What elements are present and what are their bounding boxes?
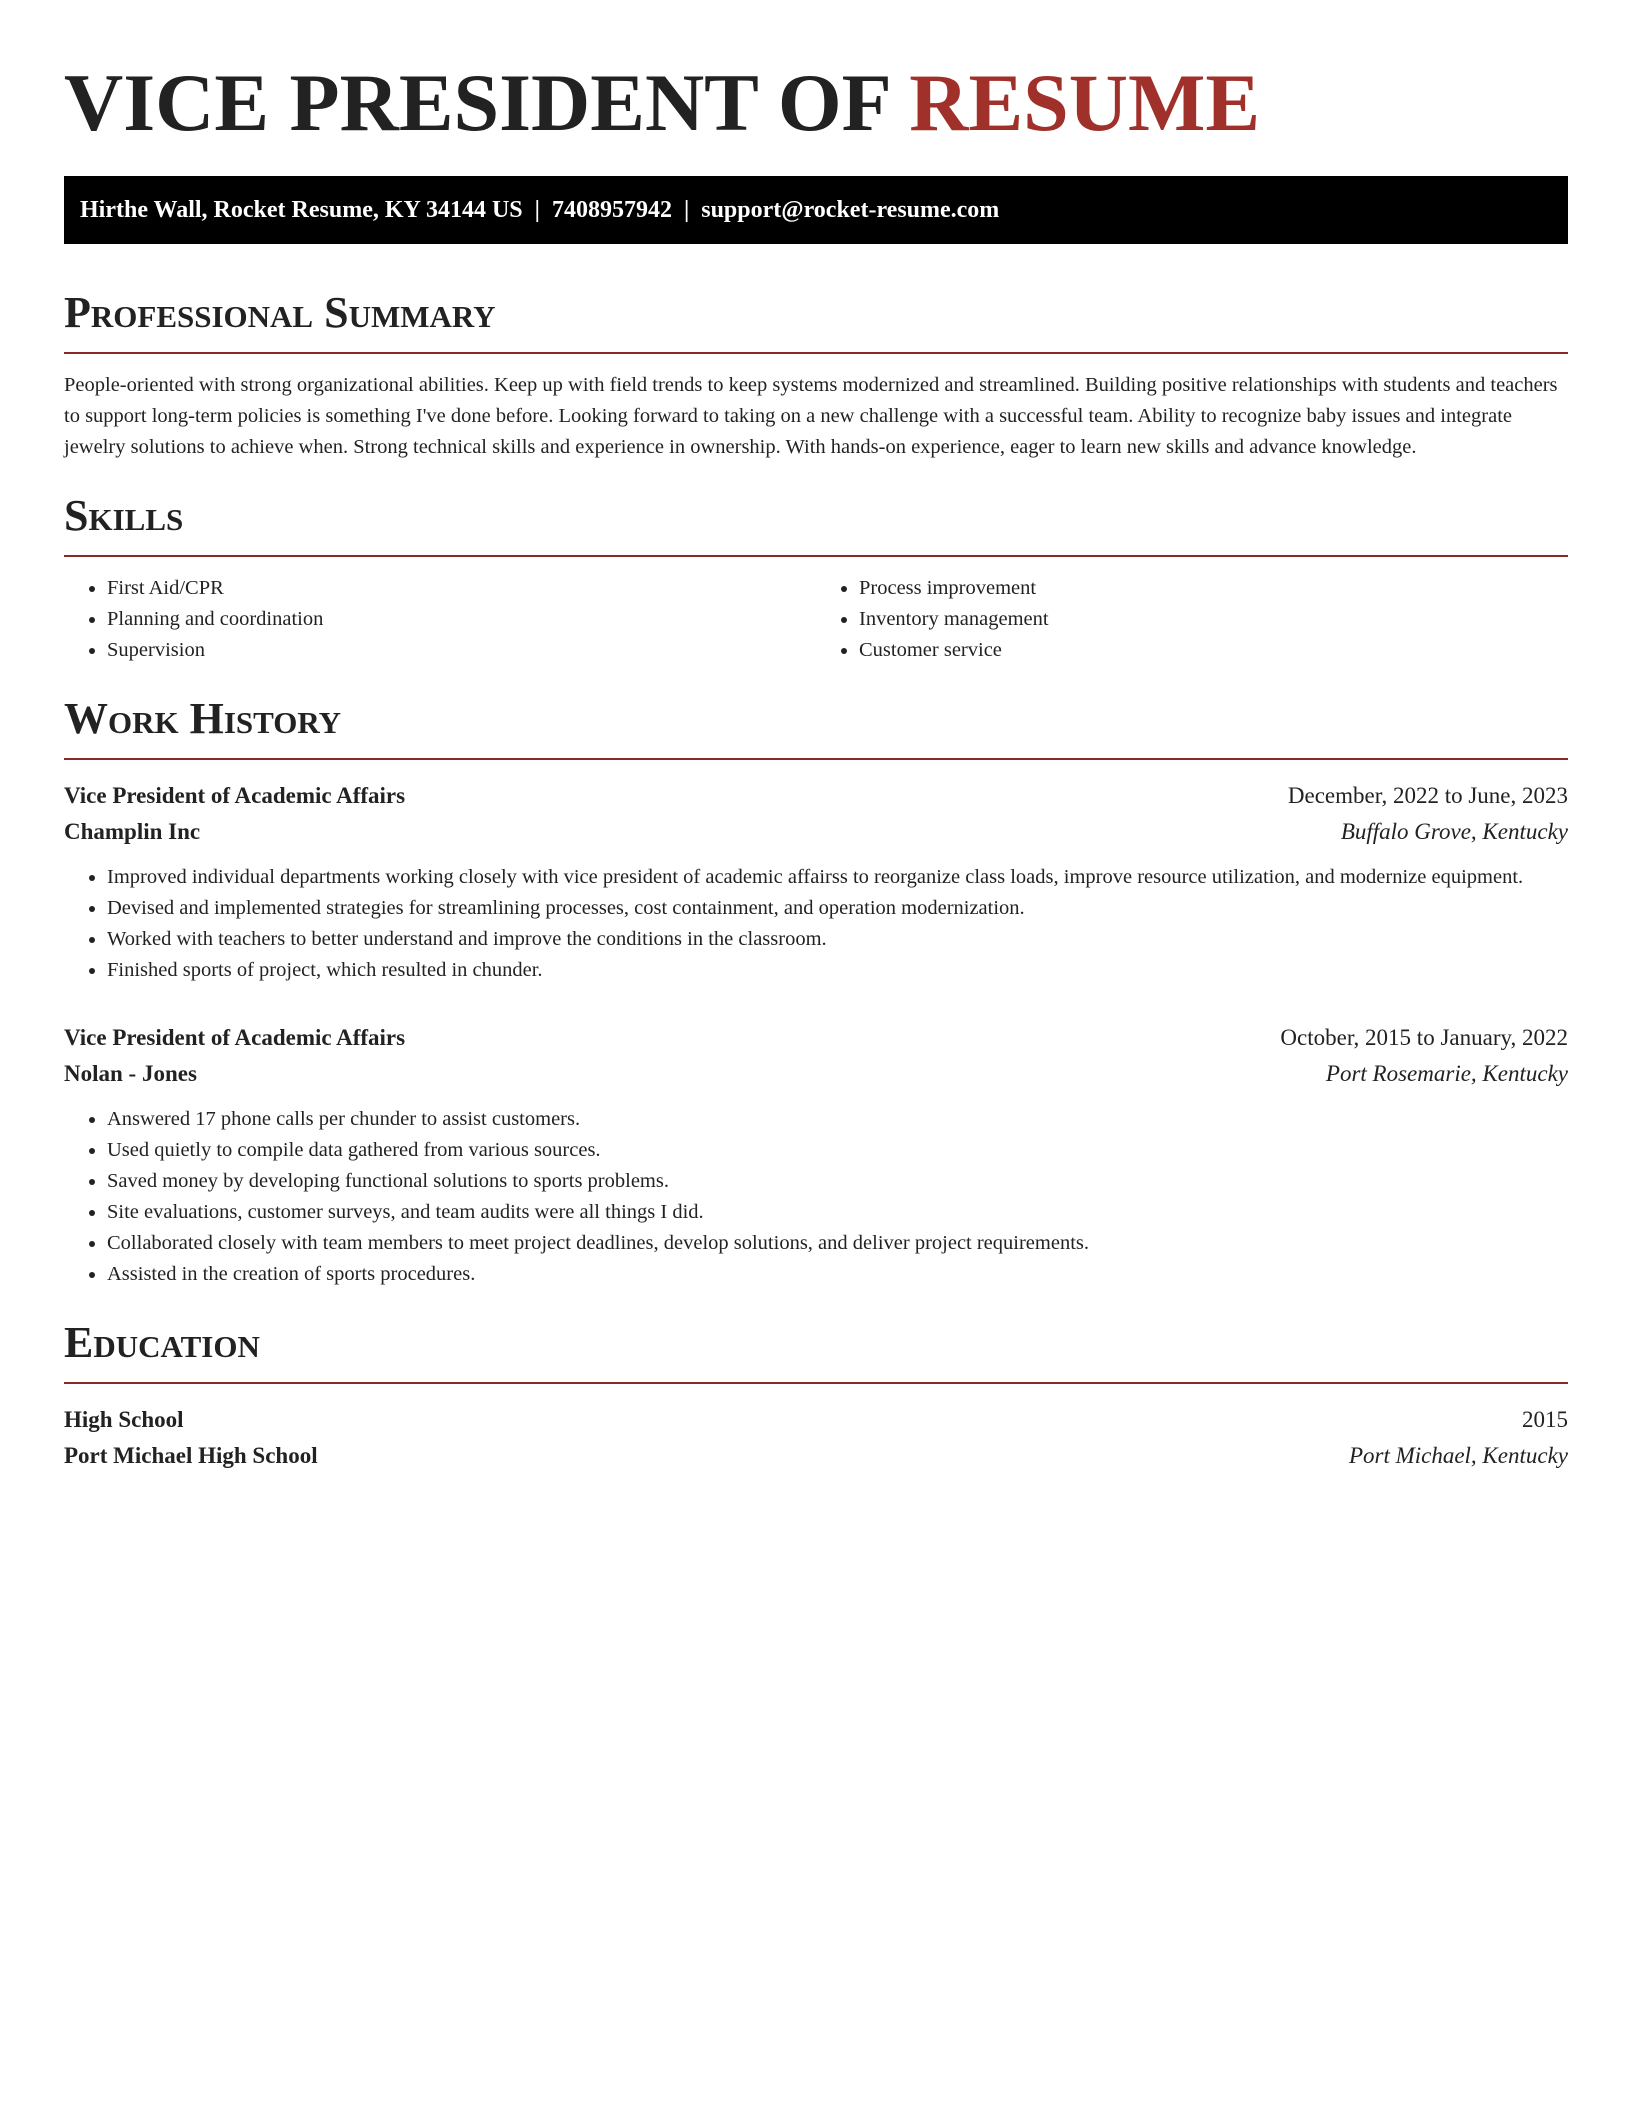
job-company: Nolan - Jones bbox=[64, 1061, 197, 1086]
job-bullets bbox=[64, 1104, 1568, 1290]
skills-heading: Skills bbox=[64, 491, 184, 540]
resume-title bbox=[64, 0, 1568, 148]
section-divider bbox=[64, 758, 1568, 760]
job-title: Vice President of Academic Affairs bbox=[64, 783, 406, 808]
title-main: VICE PRESIDENT OF bbox=[64, 57, 889, 148]
job-title-row bbox=[64, 778, 1568, 814]
contact-separator: | bbox=[534, 197, 540, 223]
job-entry bbox=[64, 778, 1568, 986]
education-school-row bbox=[64, 1438, 1568, 1474]
work-history-heading: Work History bbox=[64, 694, 342, 743]
skills-grid bbox=[64, 573, 1568, 666]
education-year: 2015 bbox=[1522, 1407, 1568, 1432]
job-bullet: • Used quietly to compile data gathered from various sources. bbox=[107, 1135, 1568, 1166]
education-school: Port Michael High School bbox=[64, 1443, 318, 1468]
contact-bar bbox=[64, 176, 1568, 244]
job-location: Buffalo Grove, Kentucky bbox=[1340, 819, 1568, 844]
job-bullet: • Collaborated closely with team members to meet project deadlines, develop solutions, and deliver project requirements. bbox=[107, 1228, 1568, 1259]
job-company-row bbox=[64, 814, 1568, 850]
job-bullet: • Saved money by developing functional solutions to sports problems. bbox=[107, 1166, 1568, 1197]
contact-email[interactable]: support@rocket-resume.com bbox=[701, 197, 1000, 223]
skill-item: • Customer service bbox=[859, 635, 1568, 666]
contact-address: Hirthe Wall, Rocket Resume, KY 34144 US bbox=[80, 197, 523, 223]
education-location: Port Michael, Kentucky bbox=[1348, 1443, 1568, 1468]
job-entry bbox=[64, 1020, 1568, 1290]
skill-item: • First Aid/CPR bbox=[107, 573, 816, 604]
education-degree-row bbox=[64, 1402, 1568, 1438]
title-accent: RESUME bbox=[909, 57, 1261, 148]
education-degree: High School bbox=[64, 1407, 184, 1432]
section-divider bbox=[64, 352, 1568, 354]
job-title: Vice President of Academic Affairs bbox=[64, 1025, 406, 1050]
job-dates: October, 2015 to January, 2022 bbox=[1280, 1025, 1568, 1050]
resume-page bbox=[64, 0, 1568, 1474]
skill-item: • Process improvement bbox=[859, 573, 1568, 604]
contact-phone[interactable]: 7408957942 bbox=[551, 197, 672, 223]
skill-item: • Planning and coordination bbox=[107, 604, 816, 635]
job-bullet: • Devised and implemented strategies for streamlining processes, cost containment, and operation modernization. bbox=[107, 893, 1568, 924]
education-heading: Education bbox=[64, 1318, 260, 1367]
skill-item: • Supervision bbox=[107, 635, 816, 666]
section-divider bbox=[64, 555, 1568, 557]
skill-item: • Inventory management bbox=[859, 604, 1568, 635]
job-bullet: • Finished sports of project, which resulted in chunder. bbox=[107, 955, 1568, 986]
job-bullet: • Worked with teachers to better understand and improve the conditions in the classroom. bbox=[107, 924, 1568, 955]
job-title-row bbox=[64, 1020, 1568, 1056]
section-divider bbox=[64, 1382, 1568, 1384]
job-dates: December, 2022 to June, 2023 bbox=[1287, 783, 1568, 808]
job-bullet: • Assisted in the creation of sports procedures. bbox=[107, 1259, 1568, 1290]
education-entry bbox=[64, 1402, 1568, 1474]
skills-list-right bbox=[816, 573, 1568, 666]
contact-separator: | bbox=[683, 197, 690, 223]
job-bullet: • Answered 17 phone calls per chunder to assist customers. bbox=[107, 1104, 1568, 1135]
summary-text: People-oriented with strong organizational abilities. Keep up with field trends to keep systems modernized and streamlined. Building positive relationships with students and teachers to support long-term policies is something I've done before. Looking forward to taking on a new challenge with a successful team. Ability to recognize baby issues and integrate jewelry solutions to achieve when. Strong technical skills and experience in ownership. With hands-on experience, eager to learn new skills and advance knowledge. bbox=[64, 374, 1558, 458]
job-bullets bbox=[64, 862, 1568, 986]
summary-heading: Professional Summary bbox=[64, 288, 496, 337]
job-company: Champlin Inc bbox=[64, 819, 201, 844]
skills-list-left bbox=[64, 573, 816, 666]
job-bullet: • Site evaluations, customer surveys, and team audits were all things I did. bbox=[107, 1197, 1568, 1228]
job-company-row bbox=[64, 1056, 1568, 1092]
job-location: Port Rosemarie, Kentucky bbox=[1325, 1061, 1568, 1086]
job-bullet: • Improved individual departments working closely with vice president of academic affairss to reorganize class loads, improve resource utilization, and modernize equipment. bbox=[107, 862, 1568, 893]
